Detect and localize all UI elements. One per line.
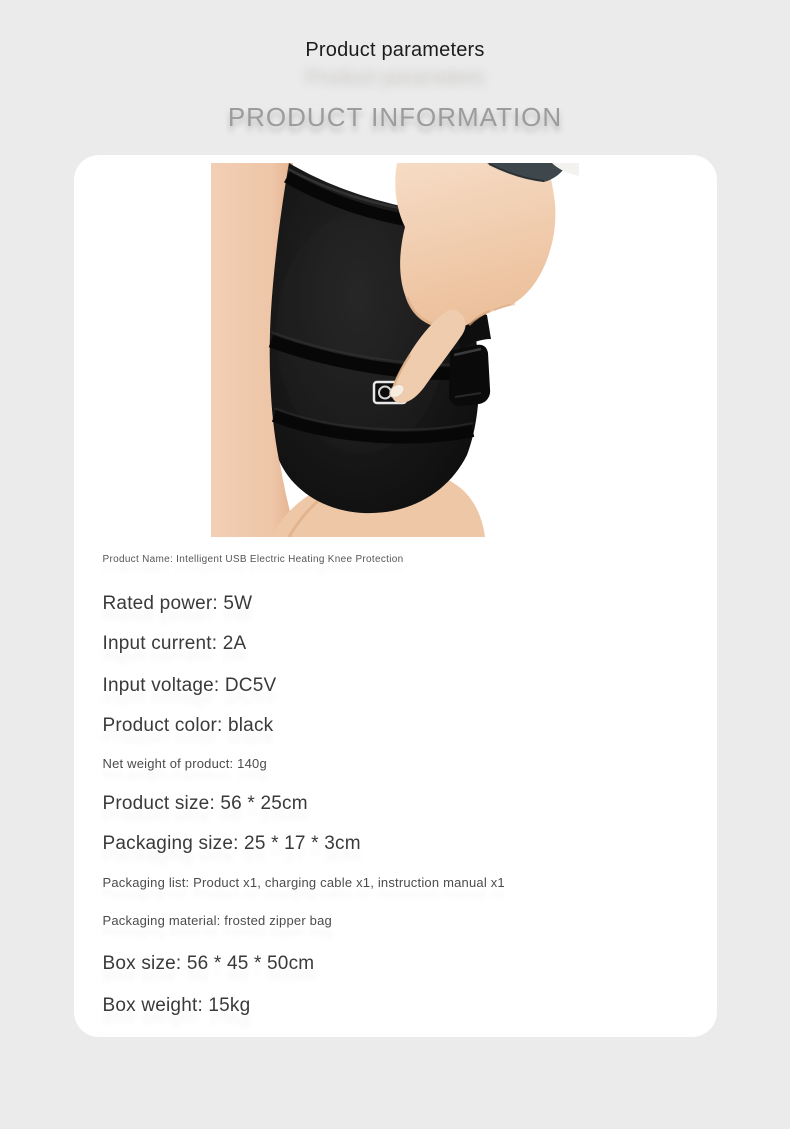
product-info-card <box>74 155 717 1037</box>
product-photo <box>211 163 579 537</box>
page <box>0 37 790 1129</box>
spec-box-weight: Box weight: 15kg <box>102 995 251 1016</box>
spec-product-size: Product size: 56 * 25cm <box>102 793 308 814</box>
spec-packaging-list: Packaging list: Product x1, charging cable x1, instruction manual x1 <box>102 875 505 890</box>
spec-list <box>74 553 717 1018</box>
spec-packaging-material: Packaging material: frosted zipper bag <box>102 913 332 928</box>
spec-box-size: Box size: 56 * 45 * 50cm <box>102 953 315 974</box>
spec-net-weight: Net weight of product: 140g <box>102 756 267 771</box>
spec-input-current: Input current: 2A <box>102 633 247 654</box>
spec-packaging-size: Packaging size: 25 * 17 * 3cm <box>102 833 361 854</box>
spec-product-name: Product Name: Intelligent USB Electric Heating Knee Protection <box>102 554 404 565</box>
spec-product-color: Product color: black <box>102 715 274 736</box>
product-photo-illustration <box>211 163 579 537</box>
page-title: Product parameters <box>305 39 485 61</box>
spec-rated-power: Rated power: 5W <box>102 593 253 614</box>
spec-input-voltage: Input voltage: DC5V <box>102 675 277 696</box>
section-subtitle: PRODUCT INFORMATION <box>227 102 563 132</box>
